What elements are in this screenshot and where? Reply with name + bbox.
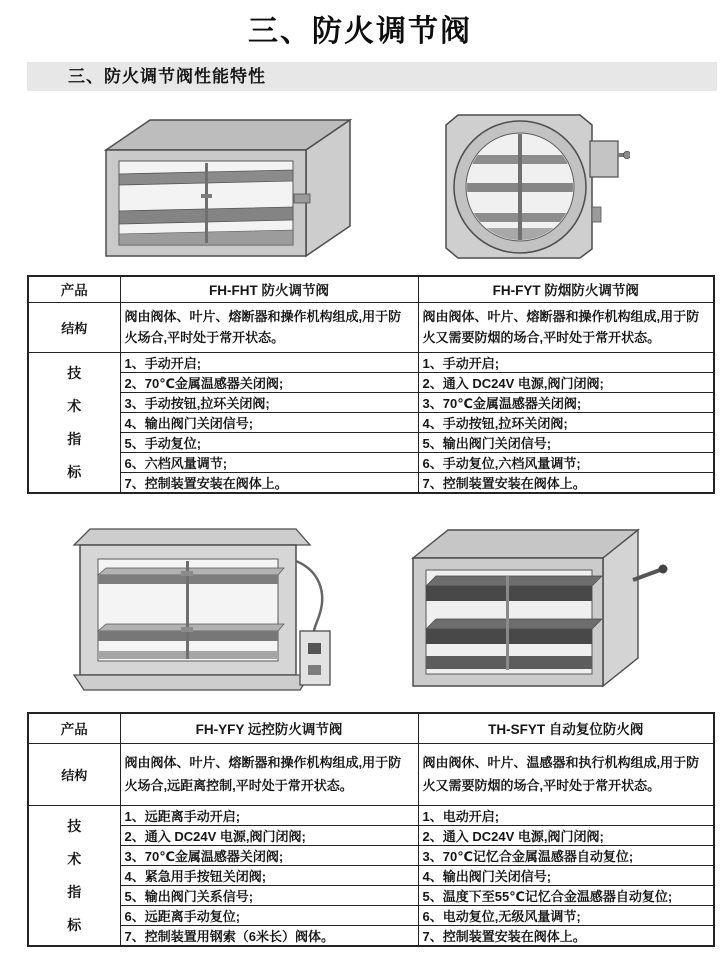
spec-table-fh-yfy-th-sfyt [27, 712, 715, 947]
table2-item: 5、输出阀门关系信号; [120, 885, 418, 905]
table2-item: 5、温度下至55℃记忆合金温感器自动复位; [418, 885, 714, 905]
table2-item: 7、控制装置安装在阀体上。 [418, 925, 714, 946]
table1-col2-header: FH-FYT 防烟防火调节阀 [418, 276, 714, 302]
table2-structure-label: 结构 [28, 743, 120, 805]
figure-fh-yfy [52, 513, 332, 708]
spec-table-fh-fht-fyt [27, 275, 715, 494]
section-header-bar [27, 62, 717, 91]
table1-item: 5、手动复位; [120, 432, 418, 452]
table1-tech-label [28, 352, 120, 493]
figure-fh-fht [88, 108, 358, 273]
table2-item: 1、远距离手动开启; [120, 805, 418, 825]
table1-item: 6、六档风量调节; [120, 452, 418, 472]
tech-label-char: 指 [67, 883, 82, 900]
auto-reset-damper-image [388, 508, 683, 698]
tech-label-char: 技 [67, 364, 82, 381]
table2-item: 2、通入 DC24V 电源,阀门闭阀; [120, 825, 418, 845]
table2-item: 2、通入 DC24V 电源,阀门闭阀; [418, 825, 714, 845]
table2-col1-header: FH-YFY 远控防火调节阀 [120, 713, 418, 743]
table2-item: 3、70℃金属温感器关闭阀; [120, 845, 418, 865]
tech-label-char: 标 [67, 463, 82, 480]
tech-label-char: 术 [67, 850, 82, 867]
table1-item: 4、输出阀门关闭信号; [120, 412, 418, 432]
rectangular-damper-image [88, 108, 358, 268]
remote-damper-image [52, 513, 332, 703]
table2-col2-header: TH-SFYT 自动复位防火阀 [418, 713, 714, 743]
table2-item: 3、70℃记忆合金属温感器自动复位; [418, 845, 714, 865]
table1-item: 1、手动开启; [418, 352, 714, 372]
table2-item: 1、电动开启; [418, 805, 714, 825]
table1-item: 3、70℃金属温感器关闭阀; [418, 392, 714, 412]
section-header: 三、防火调节阀性能特性 [68, 67, 266, 86]
figure-th-sfyt [388, 508, 683, 703]
table1-item: 4、手动按钮,拉环关闭阀; [418, 412, 714, 432]
table1-col1-header: FH-FHT 防火调节阀 [120, 276, 418, 302]
table2-item: 4、输出阀门关闭信号; [418, 865, 714, 885]
table1-item: 5、输出阀门关闭信号; [418, 432, 714, 452]
tech-label-char: 术 [67, 397, 82, 414]
tech-label-char: 标 [67, 916, 82, 933]
figure-fh-fyt [430, 103, 630, 273]
table2-structure-col1: 阀由阀体、叶片、熔断器和操作机构组成,用于防火场合,远距离控制,平时处于常开状态。 [120, 743, 418, 805]
table2-item: 7、控制装置用钢索（6米长）阀体。 [120, 925, 418, 946]
table1-structure-col2: 阀由阀体、叶片、熔断器和操作机构组成,用于防火又需要防烟的场合,平时处于常开状态。 [418, 302, 714, 352]
table1-item: 6、手动复位,六档风量调节; [418, 452, 714, 472]
table1-structure-col1: 阀由阀体、叶片、熔断器和操作机构组成,用于防火场合,平时处于常开状态。 [120, 302, 418, 352]
table1-item: 3、手动按钮,拉环关闭阀; [120, 392, 418, 412]
table2-item: 6、电动复位,无级风量调节; [418, 905, 714, 925]
table2-item: 4、紧急用手按钮关闭阀; [120, 865, 418, 885]
table1-item: 1、手动开启; [120, 352, 418, 372]
tech-label-char: 技 [67, 817, 82, 834]
table2-product-header: 产品 [28, 713, 120, 743]
table1-product-header: 产品 [28, 276, 120, 302]
table1-item: 7、控制装置安装在阀体上。 [418, 472, 714, 493]
table1-item: 2、70℃金属温感器关闭阀; [120, 372, 418, 392]
table2-structure-col2: 阀由阀休、叶片、温感器和执行机构组成,用于防火又需要防烟的场合,平时处于常开状态。 [418, 743, 714, 805]
circular-damper-image [430, 103, 630, 268]
table1-item: 7、控制装置安装在阀体上。 [120, 472, 418, 493]
page-title: 三、防火调节阀 [248, 15, 472, 48]
table1-structure-label: 结构 [28, 302, 120, 352]
tech-label-char: 指 [67, 430, 82, 447]
table1-item: 2、通入 DC24V 电源,阀门闭阀; [418, 372, 714, 392]
table2-item: 6、远距离手动复位; [120, 905, 418, 925]
table2-tech-label [28, 805, 120, 946]
